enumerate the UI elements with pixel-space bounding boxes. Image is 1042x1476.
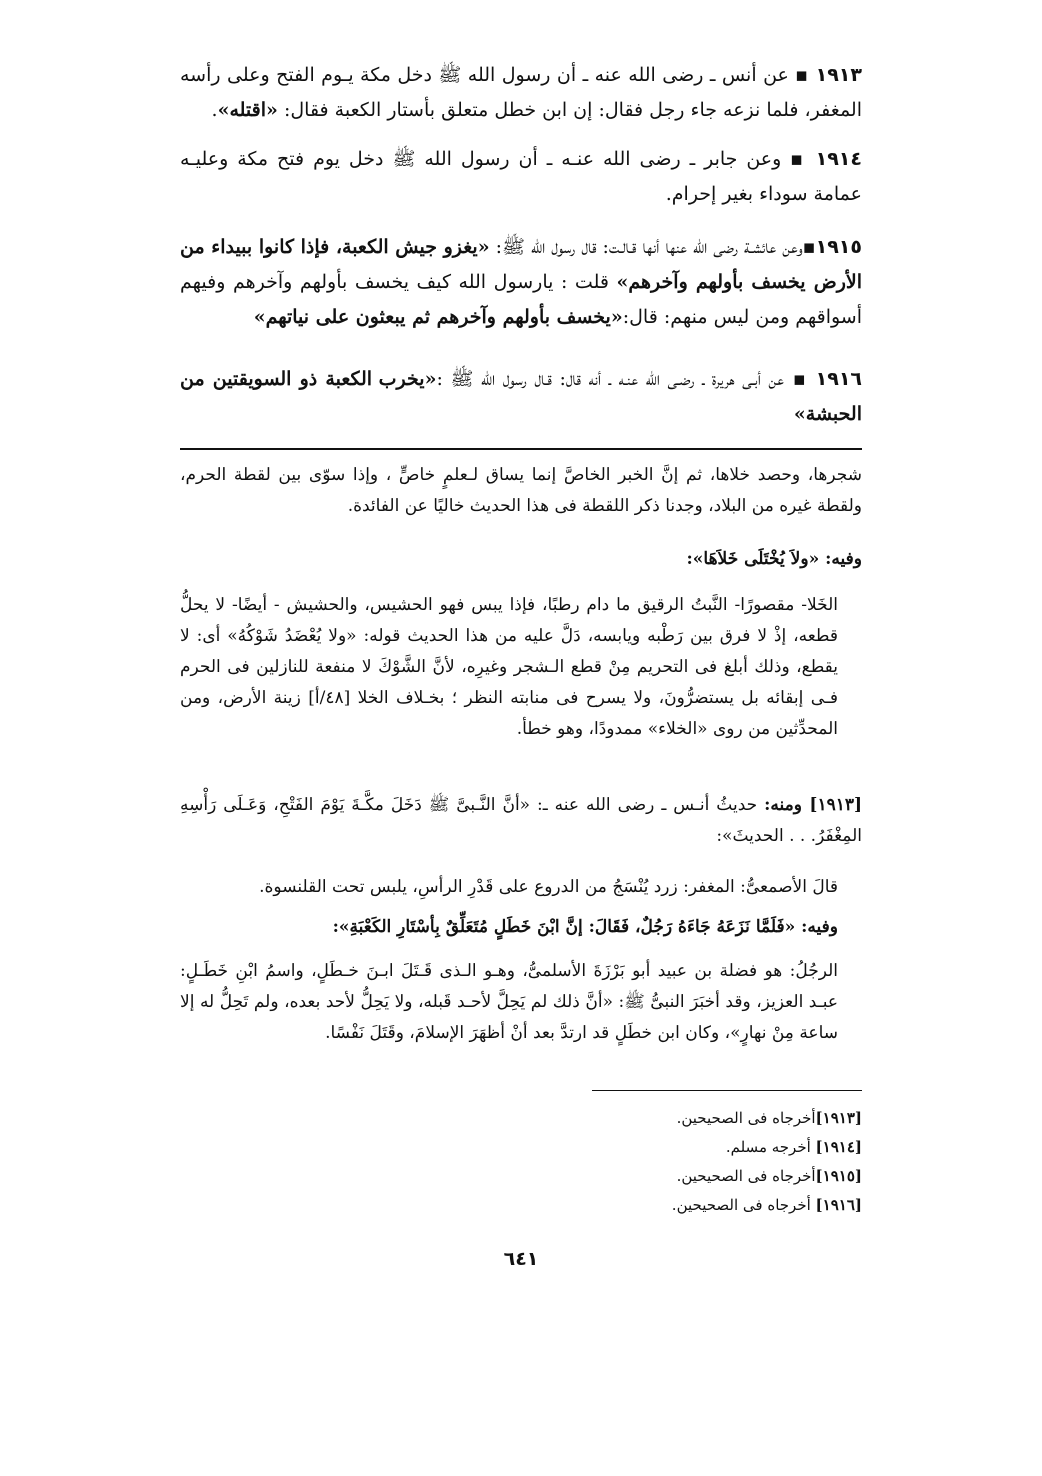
commentary-p5 <box>180 872 862 903</box>
page-number: ٦٤١ <box>503 1248 539 1270</box>
footnote-number: [١٩١٥] <box>815 1167 862 1185</box>
commentary-p5-text: قالَ الأصمعىُّ: المغفر: زرد يُنْسَجُ من الدروع على قَدْرِ الرأسِ، يلبس تحت القلنسوة. <box>259 877 838 897</box>
bullet-mark: ▪ <box>802 236 816 258</box>
bullet-mark: ▪ <box>787 148 816 170</box>
hadith-text-mid: قلت : يارسول الله كيف يخسف بأولهم وآخرهم وفيهم أسواقهم ومن ليس منهم: قال: <box>180 271 862 328</box>
footnote-1913 <box>180 1104 862 1133</box>
footnote-text: أخرجاه فى الصحيحين. <box>676 1167 816 1185</box>
hadith-quote-2: «يخسف بأولهم وآخرهم ثم يبعثون على نياتهم» <box>253 306 623 328</box>
commentary-heading-khala: وفيه: «ولاَ يُخْتَلَى خَلاَهَا»: <box>686 549 862 569</box>
hadith-number: ١٩١٣ <box>815 64 862 86</box>
hadith-1916 <box>180 362 862 432</box>
hadith-text: عن أبـى هريرة ـ رضـى الله عنـه ـ أنه قال: قـال رسول الله ﷺ : <box>436 368 792 390</box>
footnote-text: أخرجه مسلم. <box>725 1138 816 1156</box>
hadith-text: وعن عائشـة رضى الله عنها أنها قـالـت: قال رسول الله ﷺ: <box>489 236 803 258</box>
hadith-text: عن أنس ـ رضى الله عنه ـ أن رسول الله ﷺ دخل مكة يـوم الفتح وعلى رأسه المغفر، فلما نزعه جاء رجل فقال: إن ابن خطل متعلق بأستار الكعبة فقال: <box>180 64 862 121</box>
section-divider <box>180 448 862 450</box>
footnote-number: [١٩١٦] <box>815 1196 862 1214</box>
hadith-number: ١٩١٤ <box>815 148 862 170</box>
hadith-number: ١٩١٥ <box>815 236 862 258</box>
hadith-quote: «اقتله» <box>217 99 278 121</box>
commentary-p3 <box>180 590 862 745</box>
bullet-mark: ▪ <box>791 368 816 390</box>
hadith-text-end: . <box>211 99 218 121</box>
commentary-p4 <box>180 790 862 852</box>
hadith-1914 <box>180 142 862 212</box>
hadith-1913 <box>180 58 862 128</box>
hadith-quote: «يخرب الكعبة ذو السويقتين من الحبشة» <box>180 368 862 425</box>
footnote-1916 <box>180 1191 862 1220</box>
footnotes <box>180 1104 862 1220</box>
commentary-p4-label: [١٩١٣] ومنه: <box>764 795 863 815</box>
commentary-p4-text: حديثُ أنـس ـ رضى الله عنه ـ: «أنَّ النَّـبىَّ ﷺ دَخَلَ مكَّـةَ يَوْمَ الفَتْحِ، وَعَـلَى رَأْسِهِ المِغْفَرُ. . . الحديثَ»: <box>180 795 862 846</box>
hadith-text: وعن جابر ـ رضى الله عنـه ـ أن رسول الله ﷺ دخل يوم فتح مكة وعليـه عمامة سوداء بغير إحرام. <box>180 148 862 205</box>
hadith-number: ١٩١٦ <box>815 368 863 390</box>
hadith-quote: «يغزو جيش الكعبة، فإذا كانوا ببيداء من الأرض يخسف بأولهم وآخرهم» <box>180 236 862 293</box>
footnote-1914 <box>180 1133 862 1162</box>
hadith-1915 <box>180 230 862 335</box>
commentary-p3-text: الخَلا- مقصورًا- النَّبتُ الرقيق ما دام رطبًا، فإذا يبس فهو الحشيس، والحشيش - أيضًا- لا يحلُّ قطعه، إذْ لا فرق بين رَطْبه ويابسه، دَلَّ عليه من هذا الحديث قوله: «ولا يُعْضَدُ شَوْكُهُ» أى: لا يقطع، وذلك أبلغ فى التحريم مِنْ قطع الـشجر وغيرِه، لأنَّ الشَّوْكَ لا منفعة للنازلين فى الحرم فـى إبقائه بل يستضرُّونَ، ولا يسرح فى منابته النظر ؛ بخـلاف الخلا [٤٨/أ] زينة الأرض، ومن المحدِّثين من روى «الخلاء» ممدودًا، وهو خطأ. <box>180 595 838 739</box>
footnote-text: أخرجاه فى الصحيحين. <box>676 1109 816 1127</box>
footnote-divider <box>592 1090 862 1091</box>
commentary-p7 <box>180 956 862 1049</box>
footnote-text: أخرجاه فى الصحيحين. <box>671 1196 816 1214</box>
commentary-p7-text: الرجُلُ: هو فضلة بن عبيد أبو بَرْزَةَ الأسلمىُّ، وهـو الـذى قَـتَلَ ابـنَ خـطَلٍ، واسمُ ابْنِ خَطَـلٍ: عبـد العزيز، وقد أخبَرَ النبىُّ ﷺ: «أنَّ ذلك لم يَحِلَّ لأحـد قَبله، ولا يَحِلُّ لأحد بعده، ولم تَحِلُّ له إلا ساعة مِنْ نهارٍ»، وكان ابن خطَلٍ قد ارتدَّ بعد أنْ أظهَرَ الإسلامَ، وقَتَلَ نَفْسًا. <box>180 961 838 1043</box>
footnote-1915 <box>180 1162 862 1191</box>
commentary-p1: شجرها، وحصد خلاها، ثم إنَّ الخبر الخاصَّ إنما يساق لـعلمٍ خاصٍّ ، وإذا سوّى بين لقطة الحرم، ولقطة غيره من البلاد، وجدنا ذكر اللقطة فى هذا الحديث خاليًا عن الفائدة. <box>180 465 862 516</box>
footnote-number: [١٩١٣] <box>815 1109 862 1127</box>
footnote-number: [١٩١٤] <box>815 1138 862 1156</box>
bullet-mark: ▪ <box>794 64 816 86</box>
commentary-p6-label: وفيه: «فَلَمَّا نَزَعَهُ جَاءَهُ رَجُلٌ، فَقَالَ: إنَّ ابْنَ خَطَلٍ مُتَعَلِّقٌ بِأسْتَارِ الكَعْبَةِ»: <box>332 917 838 937</box>
commentary-p6 <box>180 912 862 943</box>
